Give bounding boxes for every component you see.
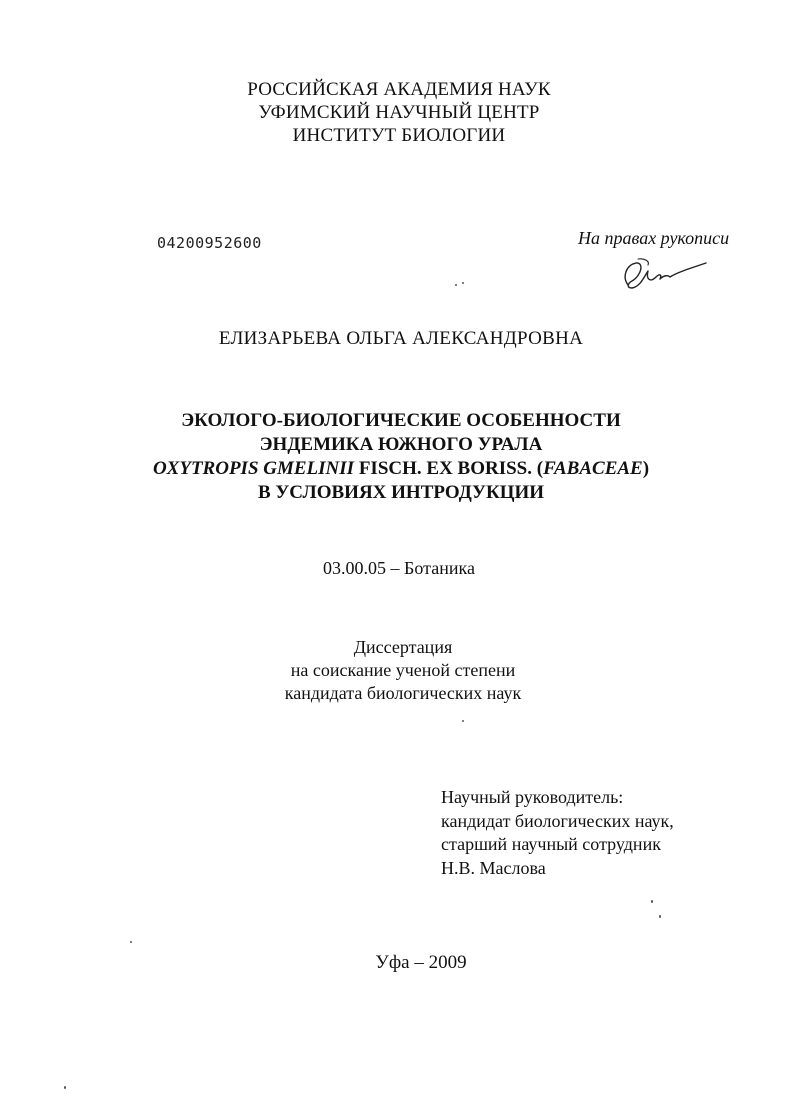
author-name: ЕЛИЗАРЬЕВА ОЛЬГА АЛЕКСАНДРОВНА — [218, 328, 584, 349]
supervisor-line-3: старший научный сотрудник — [441, 834, 661, 854]
specialty-code: 03.00.05 – Ботаника — [323, 558, 475, 578]
supervisor-line-1: Научный руководитель: — [441, 787, 624, 807]
supervisor-line-2: кандидат биологических наук, — [441, 810, 674, 831]
scan-speck — [659, 915, 661, 918]
family-name: FABACEAE — [543, 458, 643, 479]
dissertation-title — [2, 409, 798, 505]
scientific-supervisor — [441, 786, 674, 880]
degree-statement — [4, 636, 798, 705]
degree-line-1: Диссертация — [353, 637, 453, 657]
degree-line-3: кандидата биологических наук — [284, 683, 522, 703]
org-line-institute: ИНСТИТУТ БИОЛОГИИ — [292, 125, 506, 146]
manuscript-rights-note: На правах рукописи — [578, 228, 730, 248]
species-name: OXYTROPIS GMELINII — [152, 458, 355, 479]
species-authority: FISCH. EX BORISS. ( — [354, 458, 544, 479]
org-line-center: УФИМСКИЙ НАУЧНЫЙ ЦЕНТР — [258, 102, 540, 123]
title-line-2: ЭНДЕМИКА ЮЖНОГО УРАЛА — [259, 434, 543, 455]
scan-speck — [651, 900, 653, 903]
title-line-3 — [2, 457, 798, 481]
scan-speck — [462, 720, 464, 722]
degree-line-2: на соискание ученой степени — [290, 660, 516, 680]
scan-speck — [462, 282, 464, 284]
closing-parenthesis: ) — [642, 458, 650, 479]
city-and-year: Уфа – 2009 — [375, 952, 467, 973]
archive-code: 04200952600 — [157, 234, 262, 252]
scan-speck — [455, 284, 457, 286]
organization-header — [0, 78, 798, 147]
signature-icon — [618, 255, 710, 291]
title-line-4: В УСЛОВИЯХ ИНТРОДУКЦИИ — [257, 482, 545, 503]
scan-speck — [130, 941, 132, 943]
scan-speck — [64, 1086, 66, 1089]
title-line-1: ЭКОЛОГО-БИОЛОГИЧЕСКИЕ ОСОБЕННОСТИ — [181, 410, 621, 431]
supervisor-name: Н.В. Маслова — [441, 857, 546, 878]
org-line-academy: РОССИЙСКАЯ АКАДЕМИЯ НАУК — [247, 79, 551, 100]
